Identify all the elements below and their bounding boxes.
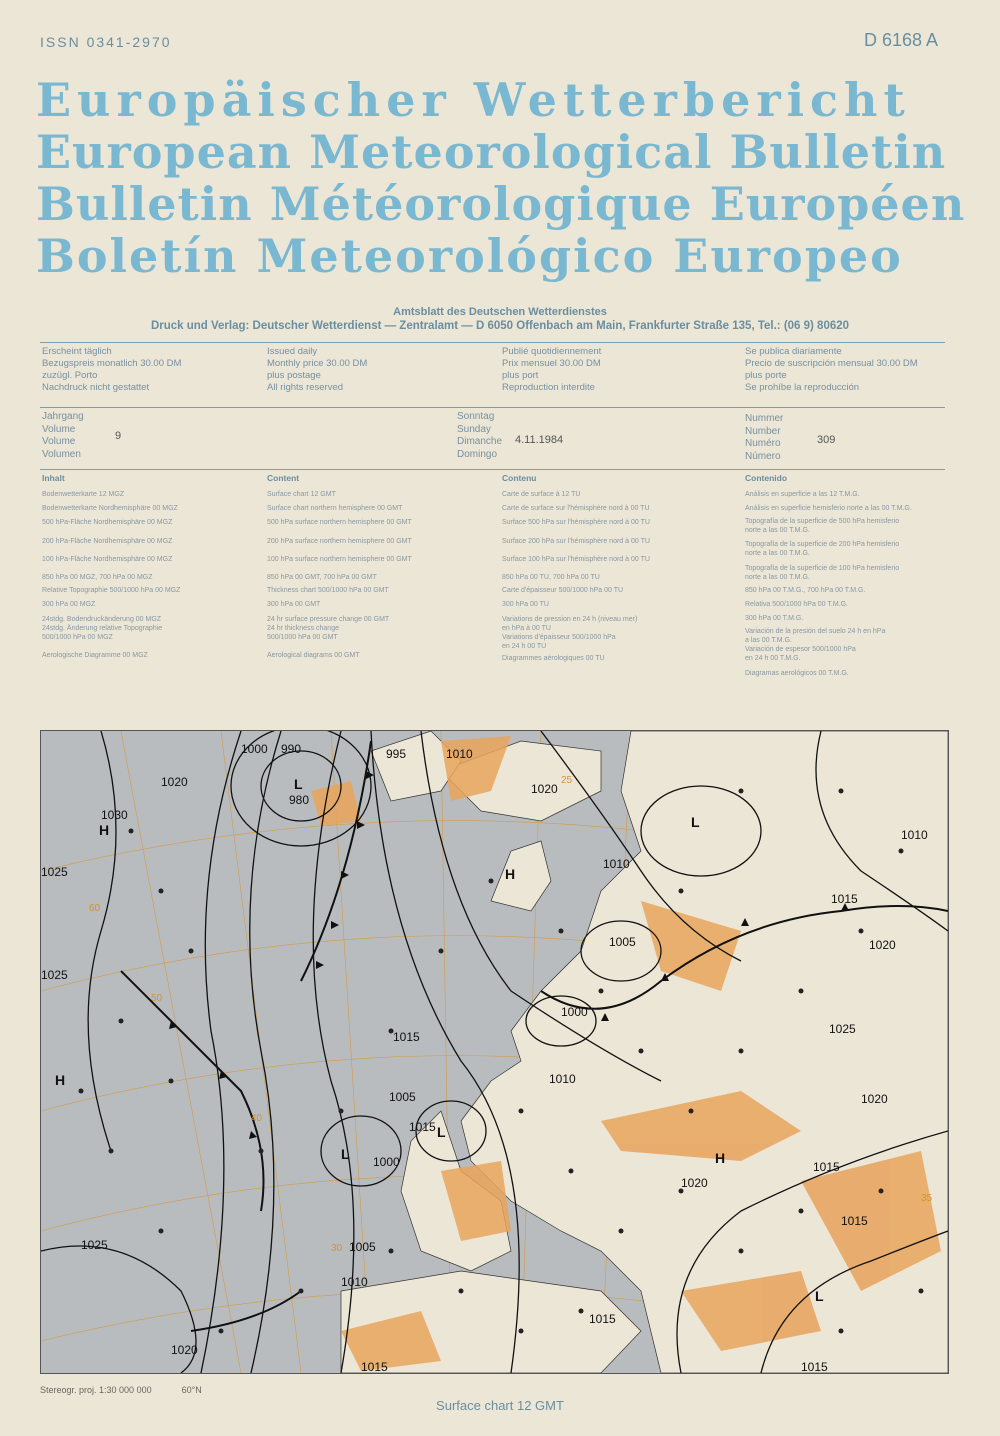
- isobar-label: 1020: [681, 1176, 708, 1190]
- projection-scale: Stereogr. proj. 1:30 000 000: [40, 1385, 152, 1395]
- projection-note: [40, 1385, 202, 1395]
- isobar-label: 1005: [349, 1240, 376, 1254]
- low-center: L: [341, 1146, 350, 1162]
- latitude-label: 35: [921, 1193, 933, 1204]
- isobar-label: 1005: [389, 1090, 416, 1104]
- isobar-label: 1010: [341, 1275, 368, 1289]
- latitude-label: 40: [251, 1113, 263, 1124]
- projection-latitude: 60°N: [181, 1385, 202, 1395]
- isobar-label: 1015: [409, 1120, 436, 1134]
- contents-en: Content Surface chart 12 GMT Surface chart northern hemisphere 00 GMT 500 hPa surface northern hemisphere 00 GMT 200 hPa surface northern hemisphere 00 GMT 100 hPa surface northern hemisphere 00 GMT 850 hPa 00 GMT, 700 hPa 00 GMT Thickness chart 500/1000 hPa 00 GMT 300 hPa 00 GMT 24 hr surface pressure change 00 GMT 24 hr thickness change 500/1000 hPa 00 GMT Aerological diagrams 00 GMT: [267, 473, 412, 659]
- title-french: Bulletin Météorologique Européen: [36, 177, 966, 231]
- title-english: European Meteorological Bulletin: [36, 125, 947, 179]
- isobar-label: 1025: [41, 968, 68, 982]
- volume-labels: Jahrgang Volume Volume Volumen: [42, 411, 84, 460]
- publication-info-fr: Publié quotidiennement Prix mensuel 30.00 DM plus port Reproduction interdite: [502, 346, 602, 393]
- document-number: D 6168 A: [863, 30, 938, 50]
- contents-es: Contenido Análisis en superficie a las 12 T.M.G. Análisis en superficie hemisferio norte a las 00 T.M.G. Topografía de la superficie de 500 hPa hemisferio norte a las 00 T.M.G. Topografía de la superficie de 200 hPa hemisferio norte a las 00 T.M.G. Topografía de la superficie de 100 hPa hemisferio norte a las 00 T.M.G. 850 hPa 00 T.M.G., 700 hPa 00 T.M.G. Relativa 500/1000 hPa 00 T.M.G. 300 hPa 00 T.M.G. Variación de la presión del suelo 24 h en hPa a las 00 T.M.G. Variación de espesor 500/1000 hPa en 24 h 00 T.M.G. Diagramas aerológicos 00 T.M.G.: [745, 473, 912, 677]
- isobar-label: 1020: [861, 1092, 888, 1106]
- isobar-label: 980: [289, 793, 310, 807]
- isobar-label: 1015: [393, 1030, 420, 1044]
- isobar-label: 1015: [841, 1214, 868, 1228]
- latitude-label: 30: [331, 1243, 343, 1254]
- high-center: H: [715, 1150, 726, 1166]
- publication-info-de: Erscheint täglich Bezugspreis monatlich 30.00 DM zuzügl. Porto Nachdruck nicht gestattet: [42, 346, 182, 393]
- isobar-label: 1010: [901, 828, 928, 842]
- divider: [40, 469, 945, 470]
- low-center: L: [815, 1288, 824, 1304]
- latitude-label: 60: [89, 903, 101, 914]
- isobar-label: 1025: [829, 1022, 856, 1036]
- issue-date: 4.11.1984: [515, 434, 564, 446]
- isobar-label: 1030: [101, 808, 128, 822]
- low-center: L: [691, 814, 700, 830]
- title-spanish: Boletín Meteorológico Europeo: [36, 229, 903, 283]
- isobar-label: 1015: [589, 1312, 616, 1326]
- isobar-label: 1000: [241, 742, 268, 756]
- isobar-label: 990: [281, 742, 302, 756]
- map-caption: Surface chart 12 GMT: [436, 1398, 564, 1413]
- isobar-label: 1025: [41, 865, 68, 879]
- isobar-label: 1000: [561, 1005, 588, 1019]
- isobar-label: 1020: [171, 1343, 198, 1357]
- latitude-label: 50: [151, 993, 163, 1004]
- isobar-label: 1025: [81, 1238, 108, 1252]
- day-labels: Sonntag Sunday Dimanche Domingo: [457, 411, 503, 460]
- issue-number: 309: [817, 434, 836, 446]
- high-center: H: [99, 822, 110, 838]
- publisher-line: Druck und Verlag: Deutscher Wetterdienst — Zentralamt — D 6050 Offenbach am Main, Frankfurter Straße 135, Tel.: (06 9) 80620: [150, 320, 850, 332]
- low-center: L: [437, 1124, 446, 1140]
- isobar-label: 1005: [609, 935, 636, 949]
- isobar-label: 1000: [373, 1155, 400, 1169]
- isobar-label: 1020: [869, 938, 896, 952]
- isobar-label: 1015: [831, 892, 858, 906]
- isobar-label: 1010: [603, 857, 630, 871]
- isobar-label: 1015: [813, 1160, 840, 1174]
- high-center: H: [505, 866, 516, 882]
- isobar-label: 1015: [361, 1360, 388, 1373]
- isobar-label: 1010: [446, 747, 473, 761]
- issn: ISSN 0341-2970: [40, 34, 172, 50]
- number-labels: Nummer Number Numéro Número: [745, 413, 784, 462]
- low-center: L: [294, 776, 303, 792]
- high-center: H: [55, 1072, 66, 1088]
- map-canvas: [41, 731, 948, 1373]
- divider: [40, 342, 945, 343]
- title-german: Europäischer Wetterbericht: [36, 73, 911, 127]
- surface-weather-map: [40, 730, 949, 1374]
- isobar-label: 1015: [801, 1360, 828, 1373]
- isobar-label: 995: [386, 747, 407, 761]
- official-gazette-line: Amtsblatt des Deutschen Wetterdienstes: [393, 306, 607, 318]
- isobar-label: 1010: [549, 1072, 576, 1086]
- contents-de: Inhalt Bodenwetterkarte 12 MGZ Bodenwetterkarte Nordhemisphäre 00 MGZ 500 hPa-Fläche Nordhemisphäre 00 MGZ 200 hPa-Fläche Nordhemisphäre 00 MGZ 100 hPa-Fläche Nordhemisphäre 00 MGZ 850 hPa 00 MGZ, 700 hPa 00 MGZ Relative Topographie 500/1000 hPa 00 MGZ 300 hPa 00 MGZ 24stdg. Bodendruckänderung 00 MGZ 24stdg. Änderung relative Topographie 500/1000 hPa 00 MGZ Aerologische Diagramme 00 MGZ: [42, 473, 181, 659]
- isobar-label: 1020: [531, 782, 558, 796]
- publication-info-en: Issued daily Monthly price 30.00 DM plus postage All rights reserved: [267, 346, 368, 393]
- contents-fr: Contenu Carte de surface à 12 TU Carte de surface sur l'hémisphère nord à 00 TU Surface 500 hPa sur l'hémisphère nord à 00 TU Surface 200 hPa sur l'hémisphère nord à 00 TU Surface 100 hPa sur l'hémisphère nord à 00 TU 850 hPa 00 TU, 700 hPa 00 TU Carte d'épaisseur 500/1000 hPa 00 TU 300 hPa 00 TU Variations de pression en 24 h (niveau mer) en hPa à 00 TU Variations d'épaisseur 500/1000 hPa en 24 h 00 TU Diagrammes aérologiques 00 TU: [502, 473, 650, 662]
- volume-value: 9: [115, 430, 122, 442]
- publication-info-es: Se publica diariamente Precio de suscripción mensual 30.00 DM plus porte Se prohíbe la reproducción: [745, 346, 918, 393]
- divider: [40, 407, 945, 408]
- isobar-label: 1020: [161, 775, 188, 789]
- latitude-label: 25: [561, 775, 573, 786]
